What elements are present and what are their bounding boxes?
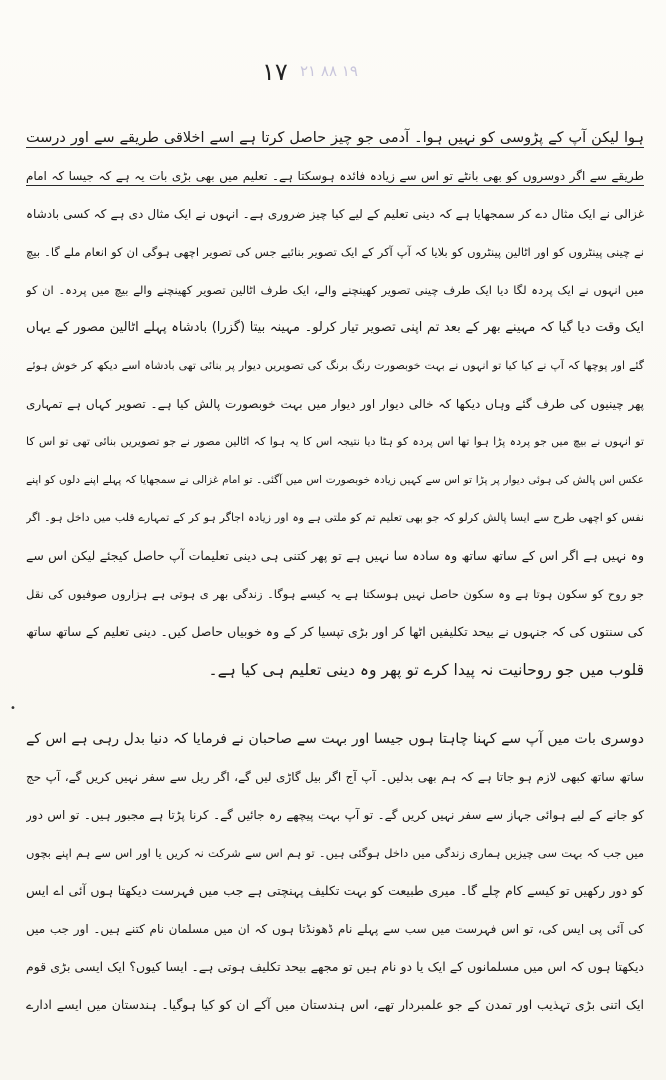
text-line: میں جب کہ بہت سی چیزیں ہماری زندگی میں داخل ہوگئی ہیں۔ تو ہم اس سے شرکت نہ کریں یا اور اس سے ہم اپنے بچوں bbox=[26, 846, 644, 860]
text-line: پھر چینیوں کی طرف گئے وہاں دیکھا کہ خالی دیوار اور دیوار میں بہت خوبصورت پالش کیا ہے۔ تصویر کہاں ہے تمہاری bbox=[26, 397, 644, 411]
page-number: ۱۷ bbox=[262, 58, 288, 86]
text-line: نفس کو اچھی طرح سے ایسا پالش کرلو کہ جو بھی تعلیم تم کو ملتی ہے وہ اور زیادہ اجاگر ہو کر کے تمہارے قلب میں داخل ہو۔ اگر bbox=[26, 511, 644, 524]
text-line: ایک اتنی بڑی تہذیب اور تمدن کے جو علمبردار تھے، اس ہندستان میں آکے ان کو کیا ہوگیا۔ ہندستان میں ایسے ادارے bbox=[26, 997, 644, 1012]
text-line: غزالی نے ایک مثال دے کر سمجھایا ہے کہ دینی تعلیم کے لیے کیا چیز ضروری ہے۔ انہوں نے ایک مثال دی ہے کہ کسی بادشاہ bbox=[26, 207, 644, 221]
paragraph-1 bbox=[26, 119, 644, 689]
text-line: کو دور رکھیں تو کیسے کام چلے گا۔ میری طبیعت کو بہت تکلیف پہنچتی ہے جب میں فہرست دیکھتا ہوں آئی اے ایس bbox=[26, 883, 644, 898]
text-line: میں انہوں نے ایک پردہ لگا دیا ایک طرف چینی تصویر کھینچنے والے، ایک طرف اٹالین تصویر کھینچنے والے بیچ میں پردہ۔ ان کو bbox=[26, 283, 644, 297]
faded-page-mark: ۲۱ ۸۸ ۱۹ bbox=[300, 62, 358, 80]
text-line: دیکھتا ہوں کہ اس میں مسلمانوں کے ایک یا دو نام ہیں تو مجھے بیحد تکلیف ہوتی ہے۔ ایسا کیوں؟ ایک ایسی بڑی قوم bbox=[26, 959, 644, 974]
paragraph-2 bbox=[26, 720, 644, 1024]
text-line: ہوا لیکن آپ کے پڑوسی کو نہیں ہوا۔ آدمی جو چیز حاصل کرتا ہے اسے اخلاقی طریقے سے اور درست bbox=[26, 130, 644, 146]
text-line: جو روح کو سکون ہوتا ہے وہ سکون حاصل نہیں ہوسکتا ہے یہ کیسے ہوگا۔ زندگی بھر ی ہوتی ہے ہزاروں صوفیوں کی نقل bbox=[26, 587, 644, 601]
text-line: عکس اس پالش کی ہوئی دیوار پر پڑا تو اس سے کہیں زیادہ خوبصورت اس میں آگئی۔ تو امام غزالی نے سمجھایا کہ پہلے اپنے دلوں کو اپنے bbox=[26, 474, 644, 486]
text-line: دوسری بات میں آپ سے کہنا چاہتا ہوں جیسا اور بہت سے صاحبان نے فرمایا کہ دنیا بدل رہی ہے اس کے bbox=[26, 731, 644, 747]
text-line: نے چینی پینٹروں کو اور اٹالین پینٹروں کو بلایا کہ آپ آکر کے ایک تصویر بنائیے جس کی تصویر اچھی ہوگی ان کو انعام ملے گا۔ بیچ bbox=[26, 245, 644, 259]
text-line: گئے اور پوچھا کہ آپ نے کیا کیا تو انہوں نے بہت خوبصورت رنگ برنگ کی تصویریں دیوار پر بنائی تھی بادشاہ اسے دیکھ کر خوش ہوئے bbox=[26, 359, 644, 372]
text-line: کی سنتوں کی کہ جنہوں نے بیحد تکلیفیں اٹھا کر اور بڑی تپسیا کر کے وہ خوبیاں حاصل کیں۔ دینی تعلیم کے ساتھ ساتھ bbox=[26, 624, 644, 639]
text-line: کی آئی پی ایس کی، تو اس فہرست میں سب سے پہلے نام ڈھونڈتا ہوں کہ ان میں مسلمان نام کتنے ہیں۔ اور جب میں bbox=[26, 922, 644, 936]
text-line: کو جانے کے لیے ہوائی جہاز سے سفر نہیں کریں گے۔ تو آپ بہت پیچھے رہ جائیں گے۔ کرنا پڑتا ہے مجبور ہیں۔ تو اس دور bbox=[26, 808, 644, 822]
text-line: تو انہوں نے بیچ میں جو پردہ پڑا ہوا تھا اس پردہ کو ہٹا دیا نتیجہ اس کا یہ ہوا کہ اٹالین مصور نے جو تصویریں بنائی تھی تو اس کا bbox=[26, 435, 644, 448]
text-line: وہ نہیں ہے اگر اس کے ساتھ ساتھ وہ سادہ سا نہیں ہے تو پھر کتنی ہی دینی تعلیمات آپ حاصل کیجئے لیکن اس سے bbox=[26, 548, 644, 563]
text-line: طریقے سے اگر دوسروں کو بھی بانٹے تو اس سے زیادہ فائدہ ہوسکتا ہے۔ تعلیم میں بھی بڑی بات یہ ہے کہ جیسا کہ امام bbox=[26, 169, 644, 183]
margin-dot: • bbox=[10, 703, 16, 714]
text-line: ساتھ ساتھ کبھی لازم ہو جاتا ہے کہ ہم بھی بدلیں۔ آپ آج اگر بیل گاڑی لیں گے، اگر ریل سے سفر نہیں کریں گے، آپ حج bbox=[26, 770, 644, 784]
text-line: ایک وقت دیا گیا کہ مہینے بھر کے بعد تم اپنی تصویر تیار کرلو۔ مہینہ بیتا (گزرا) بادشاہ پہلے اٹالین مصور کے یہاں bbox=[26, 320, 644, 335]
text-line-last: قلوب میں جو روحانیت نہ پیدا کرے تو پھر وہ دینی تعلیم ہی کیا ہے۔ bbox=[208, 661, 644, 679]
